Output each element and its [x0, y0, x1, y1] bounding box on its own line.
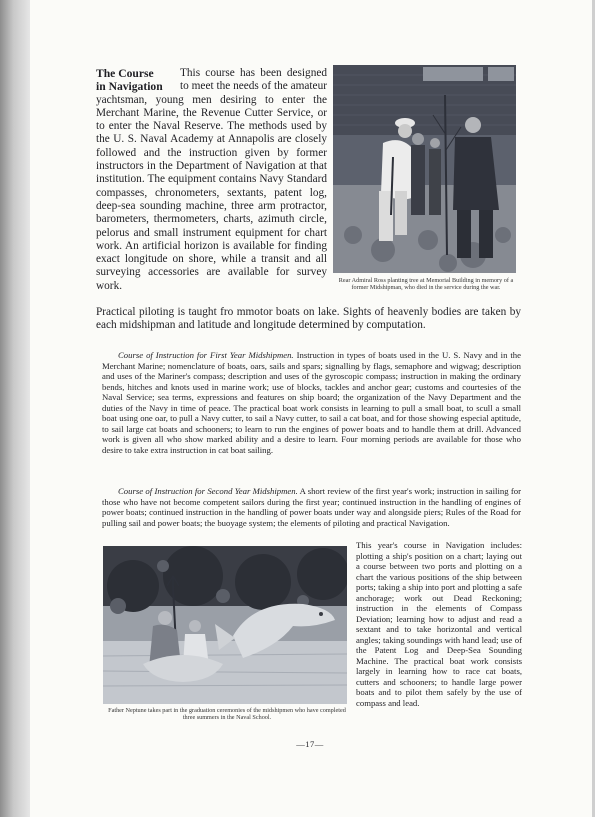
intro-paragraph-continued: Practical piloting is taught fro mmotor boats on lake. Sights of heavenly bodies are taken by each midshipman and latitude and longitude determined by computation.	[96, 306, 521, 332]
tree-planting-caption: Rear Admiral Ross planting tree at Memorial Building in memory of a former Midshipman, who died in the service during the war.	[338, 277, 514, 291]
tree-planting-illustration	[333, 65, 516, 273]
section-heading	[96, 67, 178, 94]
first-year-course-title: Course of Instruction for First Year Midshipmen.	[118, 350, 294, 360]
intro-paragraph	[96, 67, 327, 293]
book-spine-shadow	[0, 0, 30, 817]
second-year-course-title: Course of Instruction for Second Year Midshipmen.	[118, 486, 298, 496]
second-year-course-section	[102, 486, 521, 528]
father-neptune-caption: Father Neptune takes part in the graduation ceremonies of the midshipmen who have completed three summers in the Naval School.	[108, 707, 346, 721]
first-year-course-section	[102, 350, 521, 455]
tree-planting-photo	[333, 65, 516, 273]
page-number: —17—	[296, 739, 324, 749]
second-year-course-text: A short review of the first year's work; instruction in sailing for those who have not become competent sailors during the first year; continued instruction in the handling of engines of power boats; continued instruction in the handling of power boats under way and alongside piers; Rules of the Road for pulling sail and power boats; the buoyage system; the elements of piloting and practical Navigation.	[102, 486, 521, 528]
second-year-course-text-column: This year's course in Navigation includes: plotting a ship's position on a chart; laying out a course between two ports and plotting on a chart the various positions of the ship between ports; taking a ship into port and plotting a safe anchorage; work out Dead Reckoning; instruction in the elements of Compass Deviation; learning how to adjust and read a sextant and to take horizontal and vertical angles; taking soundings with hand lead; use of the Patent Log and Deep-Sea Sounding Machine. The practical boat work consists largely in learning how to race cat boats, cutters and schooners; to handle large power boats and to pilot them safely by the use of compass and lead.	[356, 540, 522, 708]
heading-line-1: The Course	[96, 67, 154, 80]
father-neptune-photo	[103, 546, 347, 704]
intro-text: This course has been designed to meet the needs of the amateur yachtsman, young men desiring to enter the Merchant Marine, the Revenue Cutter Service, or to enter the Naval Reserve. The methods used by the U. S. Naval Academy at Annapolis are closely followed and the instruction given by former instructors in the Department of Navigation at that institution. The equipment contains Navy Standard compasses, chronometers, sextants, patent log, deep-sea sounding machine, three arm protractor, barometers, thermometers, charts, azimuth circle, pelorus and small instrument equipment for chart work. An artificial horizon is available for finding exact longitude on shore, while a transit and all surveying accessories are available for survey work.	[96, 67, 327, 292]
first-year-course-text: Instruction in types of boats used in the U. S. Navy and in the Merchant Marine; nomenclature of boats, oars, sails and spars; signalling by flags, semaphore and wigwag; description and uses of the Mariner's compass; description and uses of the gyroscopic compass; instruction in making the ordinary bends, hitches and knots used in marine work; use of blocks, tackles and anchor gear; customs and courtesies of the Naval Service; sea terms, expressions and features on ship board; the organization of the Navy Department and the duties of the Navy in time of peace. The practical boat work consists in learning to pull a small boat, to scull a small boat using one oar, to pull a Navy cutter, to sail a Navy cutter, to sail a cat boat, and for those showing especial aptitude, to sail large cat boats and schooners; to learn to run the engines of power boats and to handle them at drill. Advanced work is given all who show marked ability and a desire to learn. Four morning periods are available for those who desire to take extra instruction in cat boat sailing.	[102, 350, 521, 455]
heading-line-2: in Navigation	[96, 80, 163, 94]
father-neptune-illustration	[103, 546, 347, 704]
